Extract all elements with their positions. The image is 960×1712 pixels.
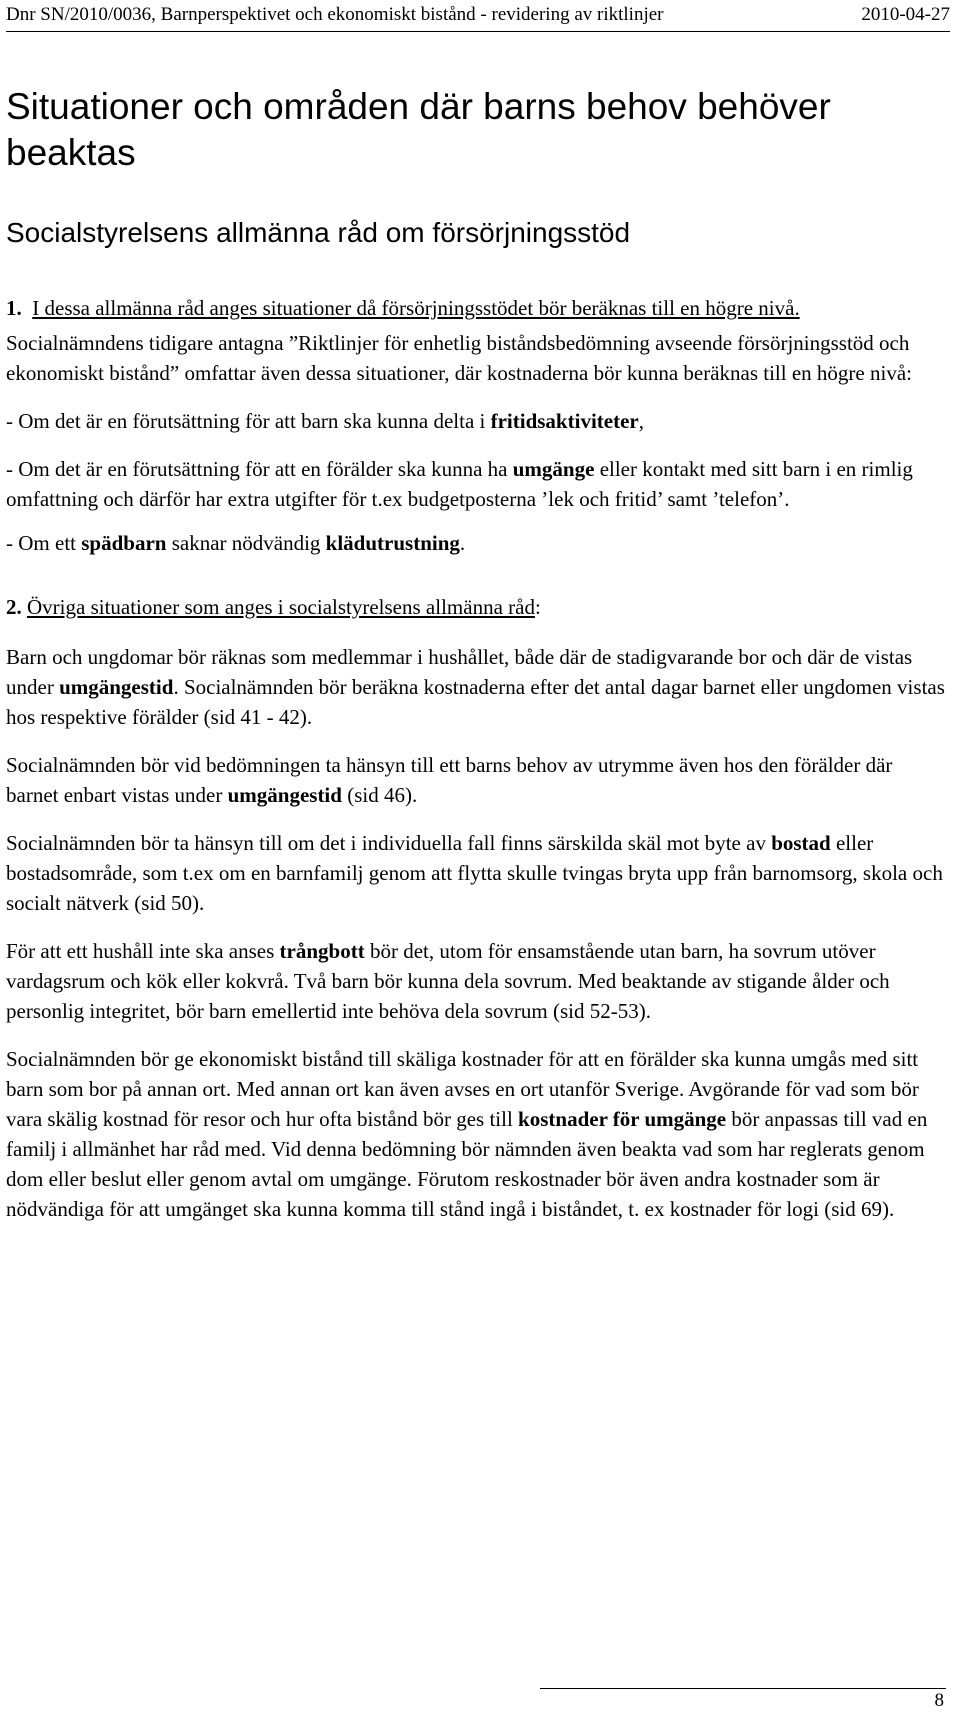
section-subtitle: Socialstyrelsens allmänna råd om försörjningsstöd: [6, 217, 631, 248]
bullet-umgange: - Om det är en förutsättning för att en förälder ska kunna ha umgänge eller kontakt med sitt barn i en rimlig omfattning och därför har extra utgifter för t.ex budgetposterna ’lek och fritid’ samt ’telefon’.: [6, 457, 913, 511]
paragraph-kostnader-umgange: Socialnämnden bör ge ekonomiskt bistånd till skäliga kostnader för att en förälder ska kunna umgås med sitt barn som bor på annan ort. Med annan ort kan även avses en ort utanför Sverige. Avgörande för vad som bör vara skälig kostnad för resor och hur ofta bistånd bör ges till kostnader för umgänge bör anpassas till vad en familj i allmänhet har råd med. Vid denna bedömning bör nämnden även beakta vad som har reglerats genom dom eller beslut eller genom avtal om umgänge. Förutom reskostnader bör även andra kostnader som är nödvändiga för att umgänget ska kunna komma till stånd ingå i biståndet, t. ex kostnader för logi (sid 69).: [6, 1047, 928, 1221]
header-title: Dnr SN/2010/0036, Barnperspektivet och ekonomiskt bistånd - revidering av riktlinjer: [6, 4, 664, 25]
footer-divider: [540, 1688, 946, 1689]
paragraph-utrymme: Socialnämnden bör vid bedömningen ta hänsyn till ett barns behov av utrymme även hos den förälder där barnet enbart vistas under umgängestid (sid 46).: [6, 753, 893, 807]
header-divider: [6, 31, 950, 32]
bullet-fritid: - Om det är en förutsättning för att barn ska kunna delta i fritidsaktiviteter,: [6, 409, 644, 433]
section-1-number: 1.: [6, 296, 22, 320]
section-1-heading-text: I dessa allmänna råd anges situationer då försörjningsstödet bör beräknas till en högre nivå.: [32, 296, 800, 320]
bullet-spadbarn: - Om ett spädbarn saknar nödvändig klädutrustning.: [6, 531, 466, 555]
section-1-heading: [6, 293, 950, 323]
page-header: [6, 2, 950, 28]
section-2-heading: 2. Övriga situationer som anges i socialstyrelsens allmänna råd:: [6, 595, 541, 619]
page-title: Situationer och områden där barns behov behöver beaktas: [6, 86, 831, 173]
header-date: 2010-04-27: [861, 4, 950, 25]
paragraph-trangbott: För att ett hushåll inte ska anses trångbott bör det, utom för ensamstående utan barn, ha sovrum utöver vardagsrum och kök eller kokvrå. Två barn bör kunna dela sovrum. Med beaktande av stigande ålder och personlig integritet, bör barn emellertid inte behöva dela sovrum (sid 52-53).: [6, 939, 890, 1023]
section-2-number: 2.: [6, 595, 22, 619]
document-body: [6, 84, 950, 1224]
section-2-heading-text: Övriga situationer som anges i socialstyrelsens allmänna råd: [27, 595, 535, 619]
paragraph-umgangestid: Barn och ungdomar bör räknas som medlemmar i hushållet, både där de stadigvarande bor och där de vistas under umgängestid. Socialnämnden bör beräkna kostnaderna efter det antal dagar barnet eller ungdomen vistas hos respektive förälder (sid 41 - 42).: [6, 645, 945, 729]
page-number: 8: [934, 1690, 944, 1711]
paragraph-bostad: Socialnämnden bör ta hänsyn till om det i individuella fall finns särskilda skäl mot byte av bostad eller bostadsområde, som t.ex om en barnfamilj genom att flytta skulle tvingas bryta upp från barnomsorg, skola och socialt nätverk (sid 50).: [6, 831, 943, 915]
section-1-intro: Socialnämndens tidigare antagna ”Riktlinjer för enhetlig biståndsbedömning avseende försörjningsstöd och ekonomiskt bistånd” omfattar även dessa situationer, där kostnaderna bör kunna beräknas till en högre nivå:: [6, 331, 912, 385]
